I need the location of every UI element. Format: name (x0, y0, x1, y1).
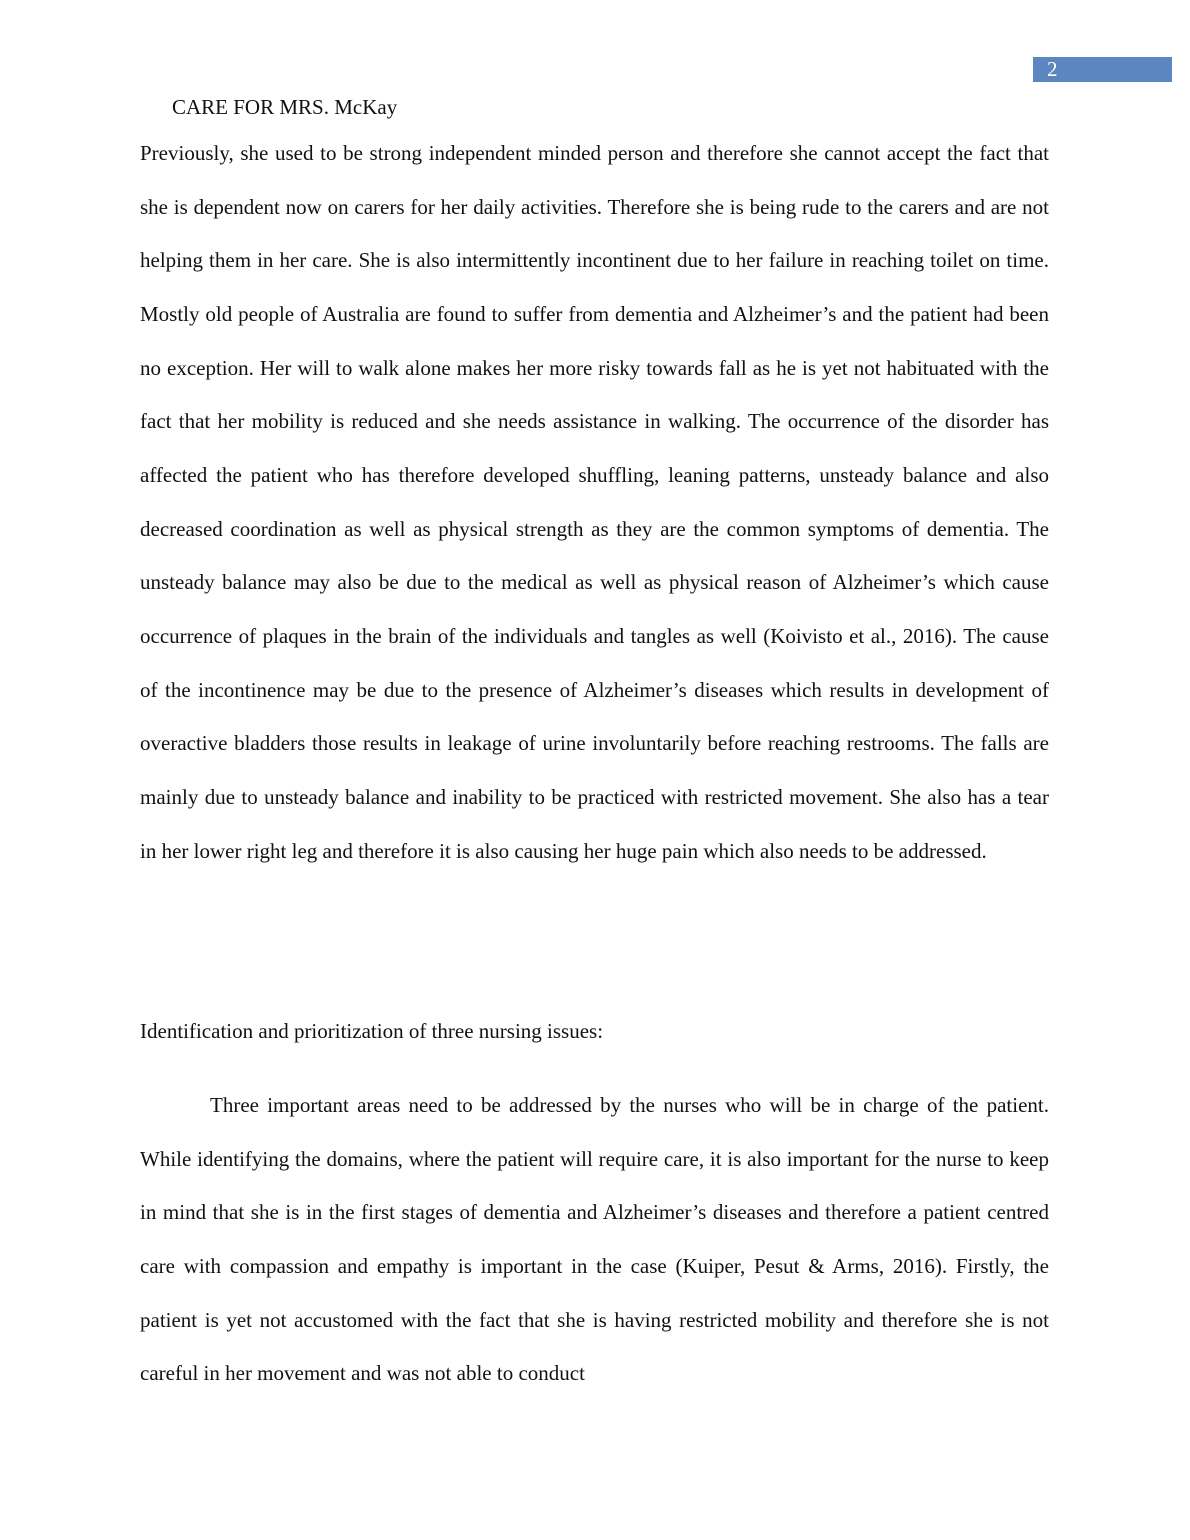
body-paragraph-1: Previously, she used to be strong independent minded person and therefore she cannot accept the fact that she is dependent now on carers for her daily activities. Therefore she is being rude to the carers and are not helping them in her care. She is also intermittently incontinent due to her failure in reaching toilet on time. Mostly old people of Australia are found to suffer from dementia and Alzheimer’s and the patient had been no exception. Her will to walk alone makes her more risky towards fall as he is yet not habituated with the fact that her mobility is reduced and she needs assistance in walking. The occurrence of the disorder has affected the patient who has therefore developed shuffling, leaning patterns, unsteady balance and also decreased coordination as well as physical strength as they are the common symptoms of dementia. The unsteady balance may also be due to the medical as well as physical reason of Alzheimer’s which cause occurrence of plaques in the brain of the individuals and tangles as well (Koivisto et al., 2016). The cause of the incontinence may be due to the presence of Alzheimer’s diseases which results in development of overactive bladders those results in leakage of urine involuntarily before reaching restrooms. The falls are mainly due to unsteady balance and inability to be practiced with restricted movement. She also has a tear in her lower right leg and therefore it is also causing her huge pain which also needs to be addressed. (140, 141, 1049, 863)
section-heading: Identification and prioritization of three nursing issues: (140, 1019, 604, 1043)
running-head: CARE FOR MRS. McKay (172, 95, 398, 119)
page-number-box (1033, 57, 1172, 82)
page-number: 2 (1047, 57, 1058, 81)
body-paragraph-2: Three important areas need to be addressed by the nurses who will be in charge of the patient. While identifying the domains, where the patient will require care, it is also important for the nurse to keep in mind that she is in the first stages of dementia and Alzheimer’s diseases and therefore a patient centred care with compassion and empathy is important in the case (Kuiper, Pesut & Arms, 2016). Firstly, the patient is yet not accustomed with the fact that she is having restricted mobility and therefore she is not careful in her movement and was not able to conduct (140, 1093, 1049, 1386)
